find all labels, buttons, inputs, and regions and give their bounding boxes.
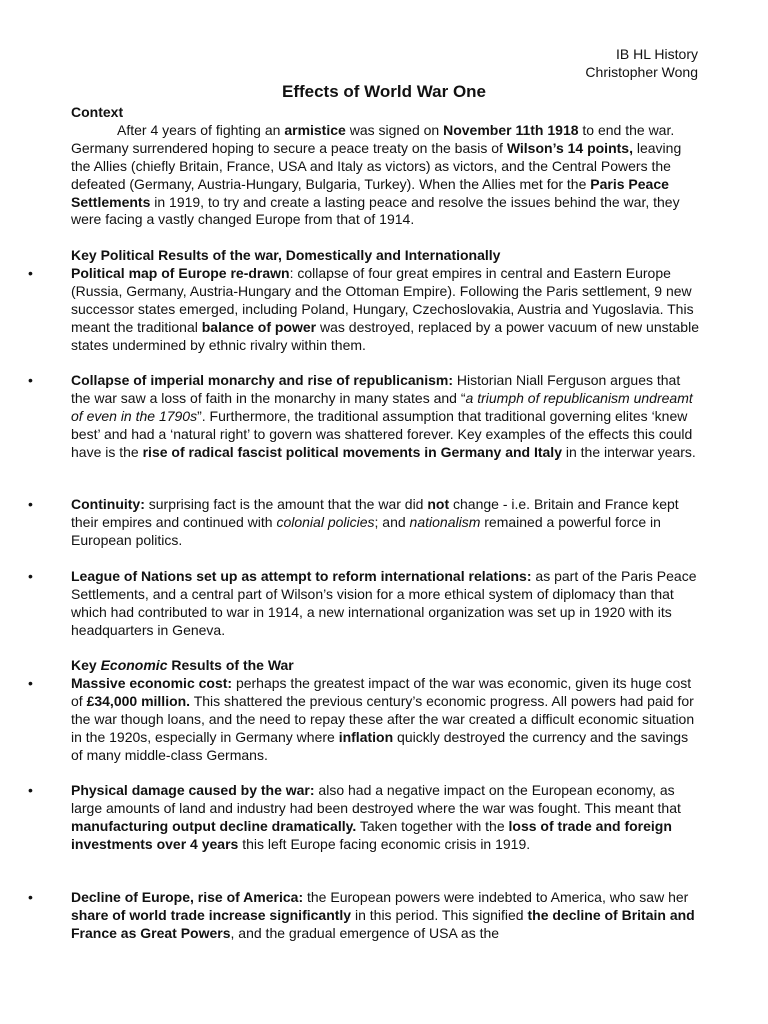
list-item: • Collapse of imperial monarchy and rise of republicanism: Historian Niall Ferguson argues that the war saw a loss of faith in the monarchy in many states and “a triumph of republicanism undreamt of even in the 1790s”. Furthermore, the traditional assumption that traditional governing elites ‘knew best’ and had a ‘natural right’ to govern was shattered forever. Key examples of the effects this could have is the rise of radical fascist political movements in Germany and Italy in the interwar years.: [28, 372, 696, 460]
list-item: • Continuity: surprising fact is the amount that the war did not change - i.e. Britain and France kept their empires and continued with colonial policies; and nationalism remained a powerful force in European politics.: [28, 496, 679, 548]
bullet: •: [28, 675, 33, 691]
author-name: Christopher Wong: [585, 64, 698, 80]
context-paragraph: After 4 years of fighting an armistice was signed on November 11th 1918 to end the war. Germany surrendered hoping to secure a peace treaty on the basis of Wilson’s 14 points, leaving the Allies (chiefly Britain, France, USA and Italy as victors) as victors, and the Central Powers the defeated (Germany, Austria-Hungary, Bulgaria, Turkey). When the Allies met for the Paris Peace Settlements in 1919, to try and create a lasting peace and resolve the issues behind the war, they were facing a vastly changed Europe from that of 1914.: [71, 121, 682, 228]
context-section: [71, 104, 699, 229]
list-item: • Physical damage caused by the war: also had a negative impact on the European economy, as large amounts of land and industry had been destroyed where the war was fought. This meant that manufacturing output decline dramatically. Taken together with the loss of trade and foreign investments over 4 years this left Europe facing economic crisis in 1919.: [28, 782, 681, 852]
bullet: •: [28, 496, 33, 512]
list-item: • League of Nations set up as attempt to reform international relations: as part of the Paris Peace Settlements, and a central part of Wilson’s vision for a more ethical system of diplomacy than that which had contributed to war in 1914, a new international organization was set up in 1920 with its headquarters in Geneva.: [28, 568, 697, 638]
page-title: Effects of World War One: [281, 82, 487, 101]
political-heading: Key Political Results of the war, Domestically and Internationally: [71, 247, 501, 263]
list-item: • Massive economic cost: perhaps the greatest impact of the war was economic, given its huge cost of £34,000 million. This shattered the previous century’s economic progress. All powers had paid for the war though loans, and the need to repay these after the war created a difficult economic situation in the 1920s, especially in Germany where inflation quickly destroyed the currency and the savings of many middle-class Germans.: [28, 675, 695, 763]
bullet: •: [28, 782, 33, 798]
bullet: •: [28, 889, 33, 905]
course-name: IB HL History: [616, 46, 698, 62]
document-header: [585, 45, 698, 81]
list-item: • Decline of Europe, rise of America: the European powers were indebted to America, who saw her share of world trade increase significantly in this period. This signified the decline of Britain and France as Great Powers, and the gradual emergence of USA as the: [28, 889, 695, 941]
context-heading: Context: [71, 104, 124, 120]
bullet: •: [28, 372, 33, 388]
bullet: •: [28, 568, 33, 584]
economic-heading: Key Economic Results of the War: [71, 657, 294, 673]
bullet: •: [28, 265, 33, 281]
list-item: • Political map of Europe re-drawn: collapse of four great empires in central and Eastern Europe (Russia, Germany, Austria-Hungary and the Ottoman Empire). Following the Paris settlement, 9 new successor states emerged, including Poland, Hungary, Czechoslovakia, Austria and Yugoslavia. This meant the traditional balance of power was destroyed, replaced by a power vacuum of new unstable states undermined by ethnic rivalry within them.: [28, 265, 699, 353]
